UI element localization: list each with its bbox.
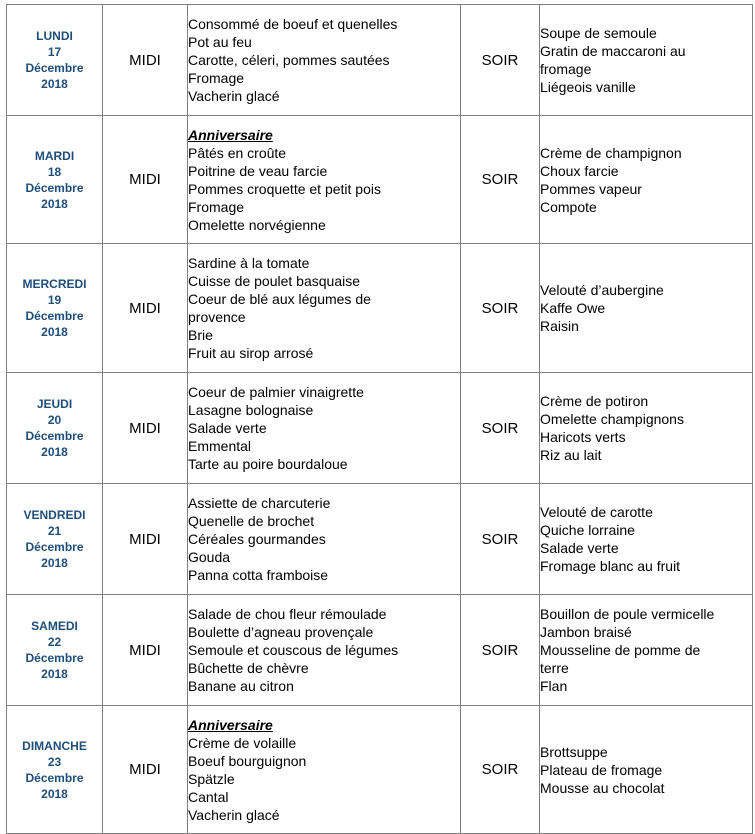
day-date: 18 bbox=[47, 164, 62, 179]
dish-item: Salade verte bbox=[188, 420, 267, 436]
dish-item: fromage bbox=[540, 61, 592, 77]
day-date: 20 bbox=[47, 413, 62, 427]
midi-label: MIDI bbox=[103, 484, 188, 595]
soir-dishes bbox=[540, 5, 753, 116]
dish-item: Brottsuppe bbox=[540, 743, 608, 760]
day-year: 2018 bbox=[41, 325, 68, 339]
day-day: VENDREDI bbox=[23, 508, 86, 522]
day-row bbox=[7, 595, 753, 706]
day-month: Décembre bbox=[25, 540, 84, 554]
dish-item: Fromage bbox=[188, 198, 245, 215]
day-row bbox=[7, 5, 753, 116]
dish-item: Semoule et couscous de légumes bbox=[188, 642, 399, 658]
day-row bbox=[7, 116, 753, 244]
dish-item: Céréales gourmandes bbox=[188, 531, 326, 547]
dish-item: Banane au citron bbox=[188, 678, 294, 694]
soir-dishes bbox=[540, 116, 753, 244]
soir-label: SOIR bbox=[461, 595, 540, 706]
dish-item: Tarte au poire bourdaloue bbox=[188, 456, 348, 472]
dish-item: provence bbox=[188, 309, 246, 325]
day-cell bbox=[7, 706, 103, 834]
day-date: 19 bbox=[47, 293, 62, 307]
dish-item: Brie bbox=[188, 327, 213, 343]
dish-item: Fromage bbox=[188, 70, 245, 86]
dish-item: Flan bbox=[540, 678, 568, 694]
day-month: Décembre bbox=[25, 61, 84, 75]
dish-item: Crème de champignon bbox=[540, 144, 682, 161]
day-cell bbox=[7, 244, 103, 373]
day-month: Décembre bbox=[25, 309, 84, 323]
dish-item: Quenelle de brochet bbox=[188, 513, 315, 529]
anniversaire-note: Anniversaire bbox=[188, 716, 273, 733]
dish-item: Omelette norvégienne bbox=[188, 216, 326, 233]
dish-item: terre bbox=[540, 660, 569, 676]
midi-dishes bbox=[188, 116, 461, 244]
day-day: LUNDI bbox=[36, 29, 73, 43]
dish-item: Cantal bbox=[188, 788, 229, 805]
dish-item: Crème de volaille bbox=[188, 734, 297, 751]
dish-item: Riz au lait bbox=[540, 447, 602, 463]
dish-item: Soupe de semoule bbox=[540, 25, 657, 41]
day-row bbox=[7, 244, 753, 373]
day-date: 22 bbox=[47, 635, 62, 649]
dish-item: Pommes croquette et petit pois bbox=[188, 180, 381, 197]
dish-item: Cuisse de poulet basquaise bbox=[188, 273, 361, 289]
dish-item: Salade de chou fleur rémoulade bbox=[188, 606, 387, 622]
dish-item: Poitrine de veau farcie bbox=[188, 162, 328, 179]
soir-label: SOIR bbox=[461, 484, 540, 595]
dish-item: Quiche lorraine bbox=[540, 522, 635, 538]
dish-item: Spätzle bbox=[188, 770, 235, 787]
midi-label: MIDI bbox=[103, 116, 188, 244]
soir-dishes bbox=[540, 484, 753, 595]
day-year: 2018 bbox=[41, 196, 68, 211]
dish-item: Velouté de carotte bbox=[540, 504, 653, 520]
dish-item: Vacherin glacé bbox=[188, 806, 280, 823]
dish-item: Gouda bbox=[188, 549, 231, 565]
dish-item: Pommes vapeur bbox=[540, 180, 642, 197]
day-cell bbox=[7, 5, 103, 116]
dish-item: Plateau de fromage bbox=[540, 761, 663, 778]
day-row bbox=[7, 706, 753, 834]
dish-item: Assiette de charcuterie bbox=[188, 495, 331, 511]
dish-item: Omelette champignons bbox=[540, 411, 684, 427]
dish-item: Pâtés en croûte bbox=[188, 144, 287, 161]
dish-item: Mousseline de pomme de bbox=[540, 642, 701, 658]
dish-item: Liégeois vanille bbox=[540, 79, 636, 95]
dish-item: Haricots verts bbox=[540, 429, 626, 445]
day-year: 2018 bbox=[41, 556, 68, 570]
day-date: 23 bbox=[47, 754, 62, 769]
midi-label: MIDI bbox=[103, 595, 188, 706]
day-day: JEUDI bbox=[36, 397, 73, 411]
soir-dishes bbox=[540, 373, 753, 484]
day-row bbox=[7, 373, 753, 484]
dish-item: Coeur de blé aux légumes de bbox=[188, 291, 371, 307]
weekly-menu-table bbox=[6, 4, 753, 834]
dish-item: Velouté d’aubergine bbox=[540, 282, 664, 298]
dish-item: Fromage blanc au fruit bbox=[540, 558, 681, 574]
soir-label: SOIR bbox=[461, 244, 540, 373]
dish-item: Lasagne bolognaise bbox=[188, 402, 314, 418]
dish-item: Compote bbox=[540, 198, 597, 215]
midi-label: MIDI bbox=[103, 373, 188, 484]
dish-item: Vacherin glacé bbox=[188, 88, 280, 104]
dish-item: Boeuf bourguignon bbox=[188, 752, 307, 769]
dish-item: Raisin bbox=[540, 318, 579, 334]
day-day: DIMANCHE bbox=[22, 738, 87, 753]
day-day: MARDI bbox=[34, 148, 75, 163]
menu-body bbox=[7, 5, 753, 834]
soir-label: SOIR bbox=[461, 5, 540, 116]
day-cell bbox=[7, 373, 103, 484]
day-month: Décembre bbox=[25, 770, 84, 785]
dish-item: Bûchette de chèvre bbox=[188, 660, 309, 676]
dish-item: Coeur de palmier vinaigrette bbox=[188, 384, 364, 400]
day-date: 17 bbox=[47, 45, 62, 59]
soir-label: SOIR bbox=[461, 373, 540, 484]
soir-dishes bbox=[540, 706, 753, 834]
soir-dishes bbox=[540, 595, 753, 706]
dish-item: Pot au feu bbox=[188, 34, 252, 50]
midi-label: MIDI bbox=[103, 5, 188, 116]
day-row bbox=[7, 484, 753, 595]
dish-item: Sardine à la tomate bbox=[188, 255, 310, 271]
dish-item: Mousse au chocolat bbox=[540, 779, 665, 796]
dish-item: Carotte, céleri, pommes sautées bbox=[188, 52, 390, 68]
midi-label: MIDI bbox=[103, 244, 188, 373]
midi-dishes bbox=[188, 244, 461, 373]
day-day: MERCREDI bbox=[22, 277, 87, 291]
day-day: SAMEDI bbox=[31, 619, 78, 633]
dish-item: Boulette d’agneau provençale bbox=[188, 624, 374, 640]
midi-dishes bbox=[188, 595, 461, 706]
dish-item: Gratin de maccaroni au bbox=[540, 43, 686, 59]
day-year: 2018 bbox=[41, 77, 68, 91]
dish-item: Salade verte bbox=[540, 540, 619, 556]
dish-item: Consommé de boeuf et quenelles bbox=[188, 16, 398, 32]
dish-item: Jambon braisé bbox=[540, 624, 632, 640]
day-year: 2018 bbox=[41, 786, 68, 801]
dish-item: Fruit au sirop arrosé bbox=[188, 345, 314, 361]
day-year: 2018 bbox=[41, 667, 68, 681]
anniversaire-note: Anniversaire bbox=[188, 126, 273, 143]
midi-dishes bbox=[188, 373, 461, 484]
day-year: 2018 bbox=[41, 445, 68, 459]
midi-dishes bbox=[188, 706, 461, 834]
midi-dishes bbox=[188, 5, 461, 116]
soir-label: SOIR bbox=[461, 706, 540, 834]
day-month: Décembre bbox=[25, 180, 84, 195]
day-date: 21 bbox=[47, 524, 62, 538]
dish-item: Kaffe Owe bbox=[540, 300, 606, 316]
dish-item: Bouillon de poule vermicelle bbox=[540, 606, 715, 622]
day-month: Décembre bbox=[25, 429, 84, 443]
dish-item: Emmental bbox=[188, 438, 252, 454]
day-cell bbox=[7, 595, 103, 706]
dish-item: Panna cotta framboise bbox=[188, 567, 329, 583]
soir-dishes bbox=[540, 244, 753, 373]
day-cell bbox=[7, 116, 103, 244]
midi-dishes bbox=[188, 484, 461, 595]
day-month: Décembre bbox=[25, 651, 84, 665]
day-cell bbox=[7, 484, 103, 595]
soir-label: SOIR bbox=[461, 116, 540, 244]
dish-item: Choux farcie bbox=[540, 162, 619, 179]
midi-label: MIDI bbox=[103, 706, 188, 834]
dish-item: Crème de potiron bbox=[540, 393, 649, 409]
